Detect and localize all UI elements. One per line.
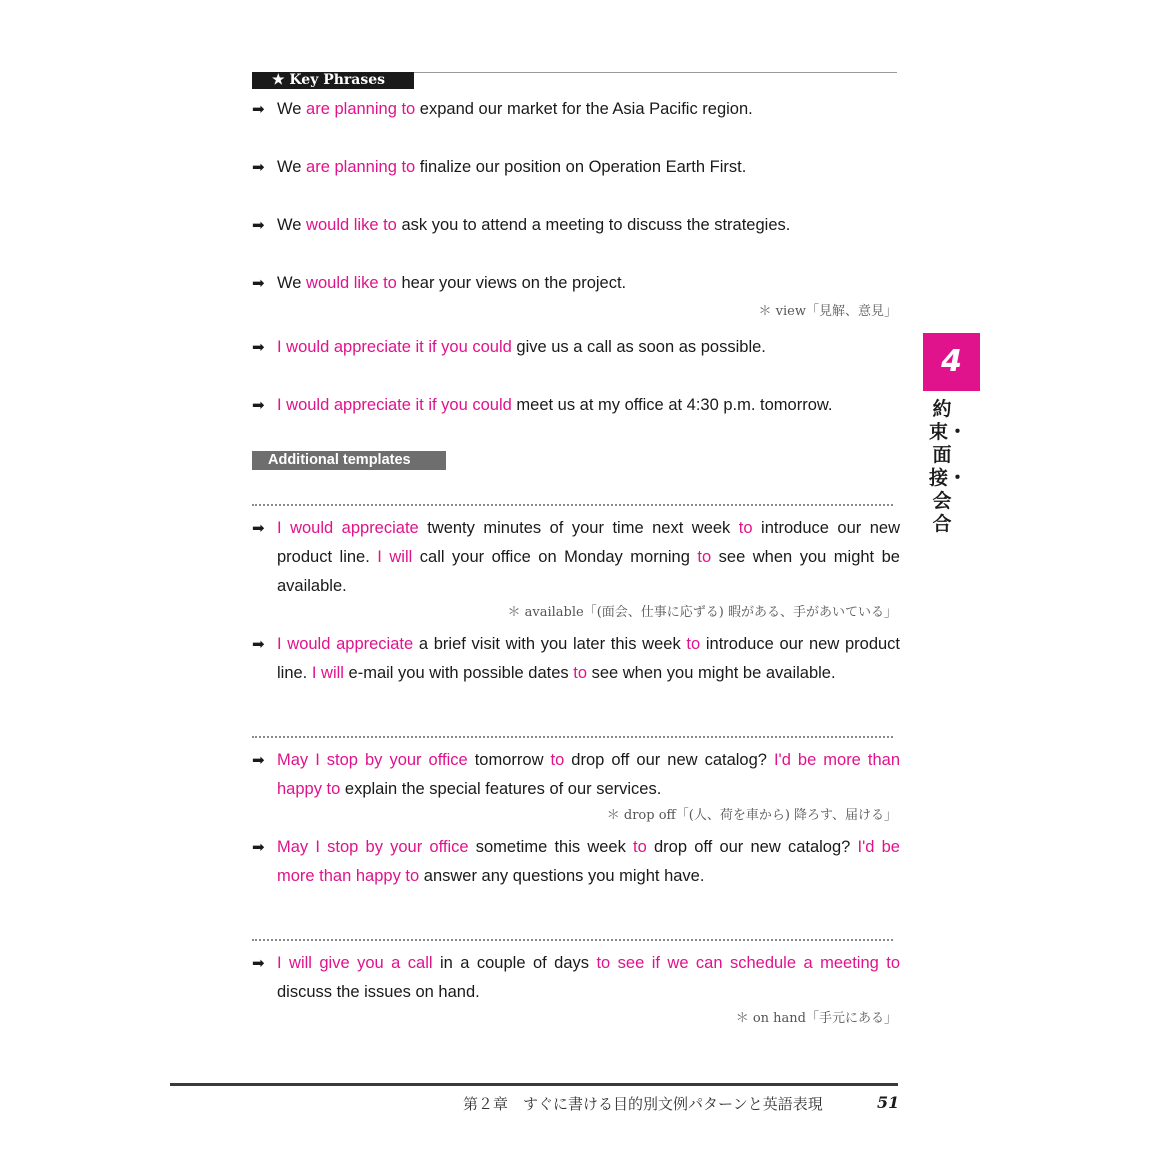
phrase-text: We — [277, 216, 307, 234]
key-phrase-5 — [252, 333, 900, 362]
arrow-icon: ➡ — [252, 275, 265, 292]
arrow-icon: ➡ — [252, 520, 265, 537]
key-phrase-1 — [252, 95, 900, 124]
page-number: 51 — [877, 1093, 900, 1112]
arrow-icon: ➡ — [252, 397, 265, 414]
phrase-text: We — [277, 158, 307, 176]
note-view: ＊ view「見解、意見」 — [758, 304, 897, 319]
template-4 — [252, 833, 900, 891]
key-phrases-label: ★ Key Phrases — [252, 72, 414, 89]
phrase-text: see when you might be available. — [277, 548, 900, 595]
phrase-text: give us a call as soon as possible. — [511, 338, 766, 356]
key-phrase-text — [277, 391, 900, 420]
phrase-text: expand our market for the Asia Pacific region. — [415, 100, 753, 118]
template-text — [277, 630, 900, 688]
template-text — [277, 833, 900, 891]
arrow-icon: ➡ — [252, 339, 265, 356]
key-phrase-text — [277, 333, 900, 362]
highlighted-phrase: I will — [377, 548, 413, 566]
phrase-text: a brief visit with you later this week — [413, 635, 687, 653]
phrase-text: answer any questions you might have. — [419, 867, 705, 885]
phrase-text: discuss the issues on hand. — [277, 983, 480, 1001]
footer-rule — [170, 1083, 898, 1086]
phrase-text: finalize our position on Operation Earth First. — [415, 158, 747, 176]
highlighted-phrase: are planning to — [306, 158, 416, 176]
phrase-text: We — [277, 100, 307, 118]
highlighted-phrase: to — [550, 751, 565, 769]
highlighted-phrase: I'd be more than happy to — [277, 838, 900, 885]
dotted-divider — [252, 504, 893, 506]
phrase-text: introduce our new product line. — [277, 635, 901, 682]
phrase-text: twenty minutes of your time next week — [418, 519, 739, 537]
arrow-icon: ➡ — [252, 159, 265, 176]
highlighted-phrase: May I stop by your office — [277, 838, 469, 856]
highlighted-phrase: to see if we can schedule a meeting to — [596, 954, 900, 972]
highlighted-phrase: I'd be more than happy to — [277, 751, 900, 798]
highlighted-phrase: I would appreciate — [277, 519, 419, 537]
template-3 — [252, 746, 900, 804]
note-available: ＊ available「(面会、仕事に応ずる) 暇がある、手があいている」 — [507, 605, 897, 620]
template-text — [277, 514, 900, 601]
highlighted-phrase: are planning to — [306, 100, 416, 118]
footer-chapter-title: 第２章 すぐに書ける目的別文例パターンと英語表現 — [463, 1095, 823, 1113]
phrase-text: call your office on Monday morning — [412, 548, 698, 566]
note-on-hand: ＊ on hand「手元にある」 — [735, 1011, 897, 1026]
template-2 — [252, 630, 900, 688]
template-text — [277, 949, 900, 1007]
phrase-text: drop off our new catalog? — [564, 751, 774, 769]
phrase-text: hear your views on the project. — [396, 274, 627, 292]
chapter-tab: 4 — [923, 333, 980, 391]
highlighted-phrase: to — [686, 635, 701, 653]
dotted-divider — [252, 736, 893, 738]
phrase-text: drop off our new catalog? — [646, 838, 858, 856]
highlighted-phrase: to — [697, 548, 712, 566]
key-phrase-text — [277, 95, 900, 124]
highlighted-phrase: to — [738, 519, 753, 537]
phrase-text: sometime this week — [468, 838, 634, 856]
template-5 — [252, 949, 900, 1007]
highlighted-phrase: I will — [311, 664, 344, 682]
phrase-text: introduce our new product line. — [277, 519, 901, 566]
section-title-vertical: 約束・面接・会合 — [929, 398, 968, 535]
arrow-icon: ➡ — [252, 217, 265, 234]
additional-templates-label: Additional templates — [252, 451, 446, 470]
arrow-icon: ➡ — [252, 752, 265, 769]
phrase-text: in a couple of days — [432, 954, 597, 972]
phrase-text: We — [277, 274, 307, 292]
phrase-text: explain the special features of our services. — [340, 780, 662, 798]
arrow-icon: ➡ — [252, 955, 265, 972]
phrase-text: ask you to attend a meeting to discuss the strategies. — [396, 216, 791, 234]
phrase-text: e-mail you with possible dates — [343, 664, 574, 682]
key-phrase-3 — [252, 211, 900, 240]
highlighted-phrase: I would appreciate it if you could — [277, 338, 512, 356]
header-rule — [414, 72, 897, 73]
dotted-divider — [252, 939, 893, 941]
arrow-icon: ➡ — [252, 839, 265, 856]
phrase-text: see when you might be available. — [587, 664, 836, 682]
template-text — [277, 746, 900, 804]
phrase-text: tomorrow — [467, 751, 551, 769]
highlighted-phrase: would like to — [306, 274, 397, 292]
highlighted-phrase: to — [633, 838, 647, 856]
key-phrase-6 — [252, 391, 900, 420]
highlighted-phrase: would like to — [306, 216, 397, 234]
key-phrase-4 — [252, 269, 900, 298]
template-1 — [252, 514, 900, 601]
arrow-icon: ➡ — [252, 101, 265, 118]
note-drop-off: ＊ drop off「(人、荷を車から) 降ろす、届ける」 — [606, 808, 897, 823]
key-phrase-text — [277, 211, 900, 240]
highlighted-phrase: I would appreciate — [277, 635, 414, 653]
arrow-icon: ➡ — [252, 636, 265, 653]
key-phrase-text — [277, 153, 900, 182]
phrase-text: meet us at my office at 4:30 p.m. tomorrow. — [511, 396, 833, 414]
key-phrase-2 — [252, 153, 900, 182]
highlighted-phrase: I would appreciate it if you could — [277, 396, 512, 414]
highlighted-phrase: May I stop by your office — [277, 751, 468, 769]
highlighted-phrase: to — [573, 664, 587, 682]
highlighted-phrase: I will give you a call — [277, 954, 433, 972]
key-phrase-text — [277, 269, 900, 298]
